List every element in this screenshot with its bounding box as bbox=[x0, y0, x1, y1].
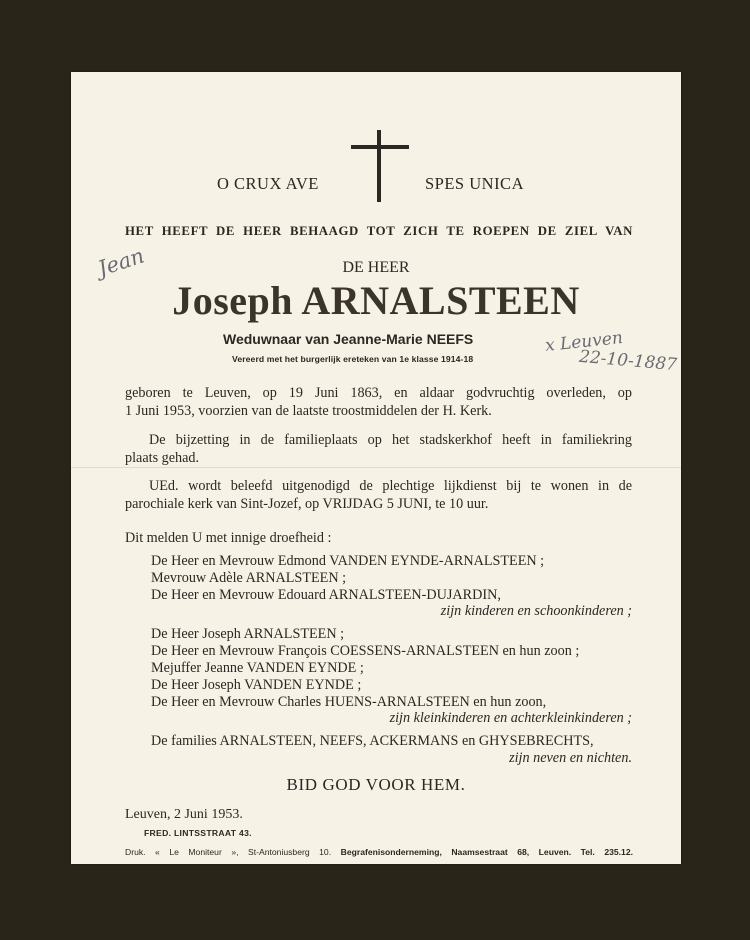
mourner-line: Mevrouw Adèle ARNALSTEEN ; bbox=[151, 570, 347, 586]
paragraph-service-line-2: parochiale kerk van Sint-Jozef, op VRIJDAG 5 JUNI, te 10 uur. bbox=[125, 496, 489, 512]
handwritten-first-name: Jean bbox=[95, 243, 148, 281]
honor-line: Vereerd met het burgerlijk ereteken van 1e klasse 1914-18 bbox=[232, 354, 474, 364]
mourner-line: De Heer en Mevrouw François COESSENS-ARNALSTEEN en hun zoon ; bbox=[151, 643, 580, 659]
widower-line: Weduwnaar van Jeanne-Marie NEEFS bbox=[223, 331, 474, 347]
mourner-line: De Heer en Mevrouw Edmond VANDEN EYNDE-ARNALSTEEN ; bbox=[151, 553, 545, 569]
relation-children: zijn kinderen en schoonkinderen ; bbox=[440, 603, 632, 619]
mourner-line: De Heer Joseph VANDEN EYNDE ; bbox=[151, 677, 362, 693]
title: DE HEER bbox=[342, 259, 410, 276]
cross-icon bbox=[377, 130, 381, 202]
announcement-heading: HET HEEFT DE HEER BEHAAGD TOT ZICH TE ROEPEN DE ZIEL VAN bbox=[125, 224, 633, 238]
return-address: FRED. LINTSSTRAAT 43. bbox=[144, 828, 252, 838]
deceased-name: Joseph ARNALSTEEN bbox=[172, 278, 580, 323]
mourner-line: De Heer en Mevrouw Charles HUENS-ARNALSTEEN en hun zoon, bbox=[151, 694, 547, 710]
announce-line: Dit melden U met innige droefheid : bbox=[125, 530, 332, 546]
paragraph-birth-line-2: 1 Juni 1953, voorzien van de laatste troostmiddelen der H. Kerk. bbox=[125, 403, 492, 419]
paragraph-burial-line-2: plaats gehad. bbox=[125, 450, 200, 466]
mourner-line: Mejuffer Jeanne VANDEN EYNDE ; bbox=[151, 660, 364, 676]
prayer-line: BID GOD VOOR HEM. bbox=[286, 775, 466, 794]
motto-right: SPES UNICA bbox=[425, 174, 524, 193]
cross-icon-bar bbox=[351, 145, 409, 149]
motto-left: O CRUX AVE bbox=[217, 174, 319, 193]
mourner-line: De Heer Joseph ARNALSTEEN ; bbox=[151, 626, 345, 642]
mourner-line: De families ARNALSTEEN, NEEFS, ACKERMANS en GHYSEBRECHTS, bbox=[151, 733, 594, 749]
place-date: Leuven, 2 Juni 1953. bbox=[125, 807, 243, 822]
funeral-card bbox=[71, 72, 681, 864]
paragraph-birth-line-1: geboren te Leuven, op 19 Juni 1863, en aldaar godvruchtig overleden, op bbox=[125, 385, 632, 401]
paragraph-burial-line-1: De bijzetting in de familieplaats op het stadskerkhof heeft in familiekring bbox=[149, 432, 632, 448]
footer-printer: Druk. « Le Moniteur », St-Antoniusberg 10. bbox=[125, 847, 332, 857]
footer-line bbox=[125, 847, 633, 857]
footer-undertaker: Begrafenisonderneming, Naamsestraat 68, Leuven. Tel. 235.12. bbox=[340, 847, 634, 857]
handwritten-birth-date: 22-10-1887 bbox=[578, 346, 678, 376]
relation-families: zijn neven en nichten. bbox=[509, 750, 632, 766]
paragraph-service-line-1: UEd. wordt beleefd uitgenodigd de plechtige lijkdienst bij te wonen in de bbox=[149, 478, 632, 494]
handwritten-birth-place: x Leuven bbox=[544, 327, 624, 357]
mourner-line: De Heer en Mevrouw Edouard ARNALSTEEN-DUJARDIN, bbox=[151, 587, 501, 603]
relation-grandchildren: zijn kleinkinderen en achterkleinkinderen ; bbox=[389, 710, 632, 726]
